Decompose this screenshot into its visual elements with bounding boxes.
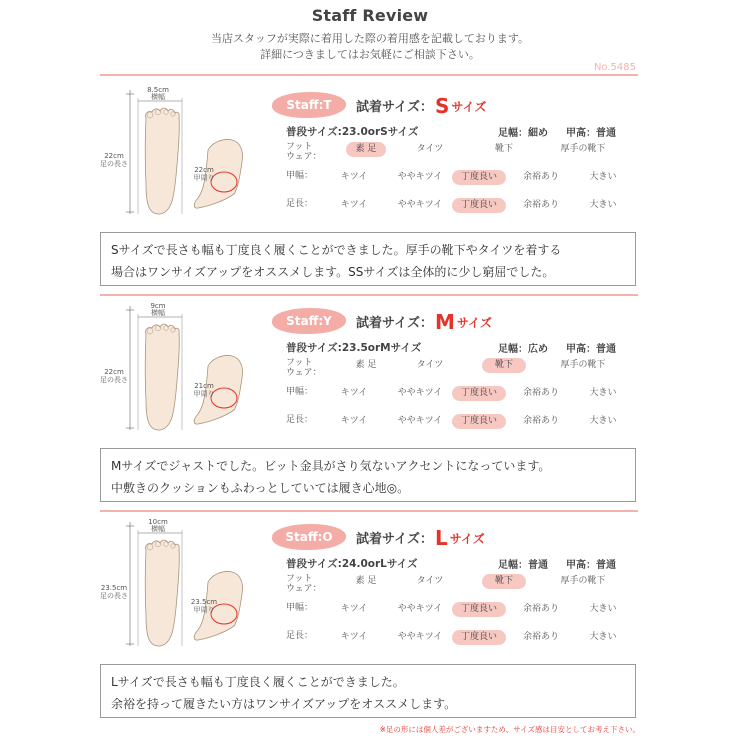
usual-size: 普段サイズ:24.0orLサイズ (286, 558, 418, 570)
fit-option: キツイ (340, 416, 368, 426)
footwear-row (286, 140, 632, 162)
footwear-row (286, 572, 632, 594)
instep-width-row (286, 168, 632, 186)
header-line-2: 詳細につきましてはお気軽にご相談下さい。 (260, 48, 480, 61)
row-label: 甲幅： (286, 603, 314, 613)
foot-illustration (100, 300, 270, 440)
fit-option: 余裕あり (522, 604, 559, 614)
row-label: 足長： (286, 415, 314, 425)
staff-comment (100, 232, 636, 286)
footwear-option: タイツ (416, 360, 444, 370)
fit-option: 丁度良い (452, 414, 506, 429)
fit-option: 大きい (589, 388, 617, 398)
try-size (356, 310, 492, 334)
fit-option: 大きい (589, 200, 617, 210)
fit-option: 余裕あり (522, 200, 559, 210)
measure-width-label: 横幅 (151, 525, 165, 533)
measure-length-label: 足の長さ (100, 592, 128, 600)
staff-badge: Staff:O (272, 524, 346, 550)
fit-option: 丁度良い (452, 198, 506, 213)
fit-option: 余裕あり (522, 632, 559, 642)
measure-instep: 22cm (194, 166, 214, 174)
row-label: 甲幅： (286, 171, 314, 181)
try-size-value: M (434, 310, 455, 334)
footwear-option: 素 足 (355, 360, 377, 370)
measure-length: 22cm (104, 368, 124, 376)
measure-instep-label: 甲周り (193, 390, 215, 398)
foot-length-row (286, 628, 632, 646)
staff-section (100, 516, 638, 728)
footwear-option: 厚手の靴下 (560, 360, 606, 370)
row-label: 甲幅： (286, 387, 314, 397)
try-size-label: 試着サイズ： (356, 100, 433, 115)
page-title: Staff Review (311, 6, 429, 25)
measure-instep: 23.5cm (190, 598, 218, 606)
footwear-option: 素 足 (355, 576, 377, 586)
fit-option: ややキツイ (397, 632, 443, 642)
comment-line-1: Lサイズで長さも幅も丁度良く履くことができました。 (111, 675, 405, 689)
footnote: ※足の形には個人差がございますため、サイズ感は目安としてお考え下さい。 (379, 725, 640, 734)
usual-size: 普段サイズ:23.5orMサイズ (286, 342, 422, 354)
fit-option: 余裕あり (522, 388, 559, 398)
measure-width: 8.5cm (147, 86, 169, 94)
footwear-row (286, 356, 632, 378)
fit-option: ややキツイ (397, 416, 443, 426)
header-line-1: 当店スタッフが実際に着用した際の着用感を記載しております。 (210, 32, 530, 45)
staff-section (100, 84, 638, 296)
measure-length-label: 足の長さ (100, 160, 128, 168)
try-size-label: 試着サイズ： (356, 532, 433, 547)
header-divider (100, 74, 638, 76)
fit-option: 大きい (589, 604, 617, 614)
fit-option: ややキツイ (397, 172, 443, 182)
row-label: 足長： (286, 631, 314, 641)
comment-line-2: 余裕を持って履きたい方はワンサイズアップをオススメします。 (111, 697, 457, 711)
fit-option: キツイ (340, 172, 368, 182)
footwear-option: 靴下 (494, 144, 513, 154)
fit-option: 余裕あり (522, 172, 559, 182)
fit-option: ややキツイ (397, 604, 443, 614)
measure-width-label: 横幅 (151, 309, 165, 317)
fit-option: 大きい (589, 172, 617, 182)
try-size-suffix: サイズ (449, 532, 485, 546)
measure-length: 23.5cm (100, 584, 128, 592)
staff-comment (100, 664, 636, 718)
footwear-option: 靴下 (482, 358, 526, 373)
instep-width-row (286, 600, 632, 618)
doc-number: No.5485 (593, 62, 636, 73)
fit-option: ややキツイ (397, 200, 443, 210)
fit-option: キツイ (340, 604, 368, 614)
try-size (356, 94, 486, 118)
foot-length-row (286, 196, 632, 214)
comment-line-2: 中敷きのクッションもふわっとしていては履き心地◎。 (111, 481, 410, 495)
fit-option: 大きい (589, 632, 617, 642)
measure-instep-label: 甲周り (193, 606, 215, 614)
staff-badge: Staff:Y (272, 308, 346, 334)
footwear-label: フット ウェア： (286, 574, 322, 594)
footwear-option: タイツ (416, 144, 444, 154)
try-size (356, 526, 485, 550)
staff-section (100, 300, 638, 512)
foot-width: 足幅：普通 (498, 560, 548, 571)
fit-option: キツイ (340, 388, 368, 398)
fit-option: キツイ (340, 200, 368, 210)
try-size-suffix: サイズ (451, 100, 487, 114)
instep-height: 甲高：普通 (566, 560, 616, 571)
instep-width-row (286, 384, 632, 402)
fit-option: 余裕あり (522, 416, 559, 426)
footwear-option: 厚手の靴下 (560, 576, 606, 586)
comment-line-1: Mサイズでジャストでした。ビット金具がさり気ないアクセントになっています。 (111, 459, 551, 473)
measure-instep: 21cm (194, 382, 214, 390)
try-size-suffix: サイズ (456, 316, 492, 330)
fit-option: 丁度良い (452, 630, 506, 645)
try-size-value: L (434, 526, 448, 550)
fit-option: 丁度良い (452, 386, 506, 401)
footwear-option: タイツ (416, 576, 444, 586)
foot-length-row (286, 412, 632, 430)
measure-length: 22cm (104, 152, 124, 160)
staff-badge: Staff:T (272, 92, 346, 118)
measure-width: 10cm (148, 518, 168, 526)
comment-line-2: 場合はワンサイズアップをオススメします。SSサイズは全体的に少し窮屈でした。 (111, 265, 555, 279)
fit-option: キツイ (340, 632, 368, 642)
footwear-option: 靴下 (482, 574, 526, 589)
instep-height: 甲高：普通 (566, 128, 616, 139)
foot-illustration (100, 84, 270, 224)
usual-size: 普段サイズ:23.0orSサイズ (286, 126, 419, 138)
measure-width-label: 横幅 (151, 93, 165, 101)
comment-line-1: Sサイズで長さも幅も丁度良く履くことができました。厚手の靴下やタイツを着する (111, 243, 562, 257)
measure-length-label: 足の長さ (100, 376, 128, 384)
staff-comment (100, 448, 636, 502)
footwear-label: フット ウェア： (286, 358, 322, 378)
fit-option: 丁度良い (452, 602, 506, 617)
foot-width: 足幅：細め (498, 128, 548, 139)
try-size-value: S (434, 94, 450, 118)
footwear-label: フット ウェア： (286, 142, 322, 162)
foot-illustration (100, 516, 270, 656)
footwear-option: 厚手の靴下 (560, 144, 606, 154)
fit-option: ややキツイ (397, 388, 443, 398)
section-divider (100, 294, 638, 296)
section-divider (100, 510, 638, 512)
row-label: 足長： (286, 199, 314, 209)
footwear-option: 素 足 (346, 142, 386, 157)
measure-width: 9cm (150, 302, 166, 310)
fit-option: 丁度良い (452, 170, 506, 185)
instep-height: 甲高：普通 (566, 344, 616, 355)
foot-width: 足幅：広め (498, 344, 548, 355)
fit-option: 大きい (589, 416, 617, 426)
try-size-label: 試着サイズ： (356, 316, 433, 331)
measure-instep-label: 甲周り (193, 174, 215, 182)
